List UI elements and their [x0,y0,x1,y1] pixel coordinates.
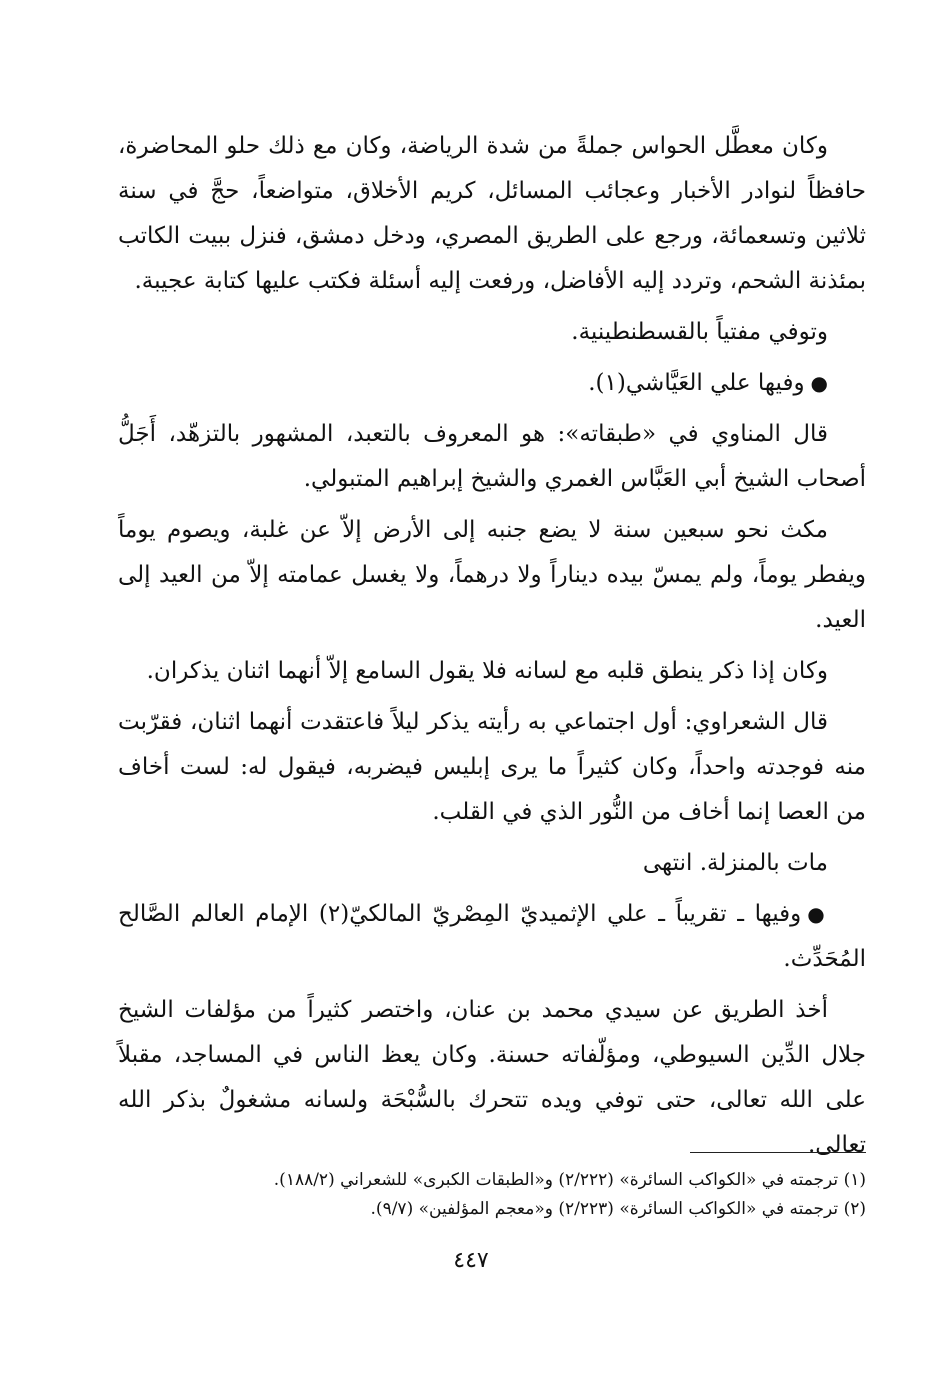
paragraph-1: وكان معطَّل الحواس جملةً من شدة الرياضة، وكان مع ذلك حلو المحاضرة، حافظاً لنوادر الأخبار وعجائب المسائل، كريم الأخلاق، متواضعاً، حجَّ في سنة ثلاثين وتسعمائة، ورجع على الطريق المصري، ودخل دمشق، فنزل ببيت الكاتب بمئذنة الشحم، وتردد إليه الأفاضل، ورفعت إليه أسئلة فكتب عليها كتابة عجيبة. [118,133,866,294]
paragraph-4: قال المناوي في «طبقاته»: هو المعروف بالتعبد، المشهور بالتزهّد، أَجَلُّ أصحاب الشيخ أبي العَبَّاس الغمري والشيخ إبراهيم المتبولي. [118,421,866,492]
page-number: ٤٤٧ [453,1248,489,1273]
footnotes [118,1166,866,1224]
bullet-entry-text: وفيها علي العَيَّاشي(١). [588,370,805,396]
bullet-entry-ithmidi [118,892,866,982]
paragraph-10: أخذ الطريق عن سيدي محمد بن عنان، واختصر كثيراً من مؤلفات الشيخ جلال الدِّين السيوطي، ومؤلّفاته حسنة. وكان يعظ الناس في المساجد، مقبلاً على الله تعالى، حتى توفي ويده تتحرك بالسُّبْحَة ولسانه مشغولٌ بذكر الله تعالى. [118,997,866,1158]
main-text [118,124,866,1174]
paragraph-7: قال الشعراوي: أول اجتماعي به رأيته يذكر ليلاً فاعتقدت أنهما اثنان، فقرّبت منه فوجدته واحداً، وكان كثيراً ما يرى إبليس فيضربه، فيقول له: لست أخاف من العصا إنما أخاف من النُّور الذي في القلب. [118,709,866,825]
bullet-icon: ● [807,902,829,926]
paragraph-8: مات بالمنزلة. انتهى [642,850,828,876]
paragraph-5: مكث نحو سبعين سنة لا يضع جنبه إلى الأرض إلاّ عن غلبة، ويصوم يوماً ويفطر يوماً، ولم يمسّ بيده ديناراً ولا درهماً، ولا يغسل عمامته إلاّ من العيد إلى العيد. [118,517,866,633]
bullet-entry-text: وفيها ـ تقريباً ـ علي الإثميديّ المِصْريّ المالكيّ(٢) الإمام العالم الصَّالح المُحَدِّث. [118,901,866,972]
footnote-divider [690,1152,866,1153]
bullet-entry-ayyashi [118,361,866,406]
bullet-icon: ● [810,371,828,395]
paragraph-2: وتوفي مفتياً بالقسطنطينية. [571,319,828,345]
footnote-1: (١) ترجمته في «الكواكب السائرة» (٢/٢٢٢) و«الطبقات الكبرى» للشعراني (١٨٨/٢). [273,1170,866,1190]
footnote-2: (٢) ترجمته في «الكواكب السائرة» (٢/٢٢٣) و«معجم المؤلفين» (٩/٧). [370,1199,866,1219]
paragraph-6: وكان إذا ذكر ينطق قلبه مع لسانه فلا يقول السامع إلاّ أنهما اثنان يذكران. [146,658,828,684]
